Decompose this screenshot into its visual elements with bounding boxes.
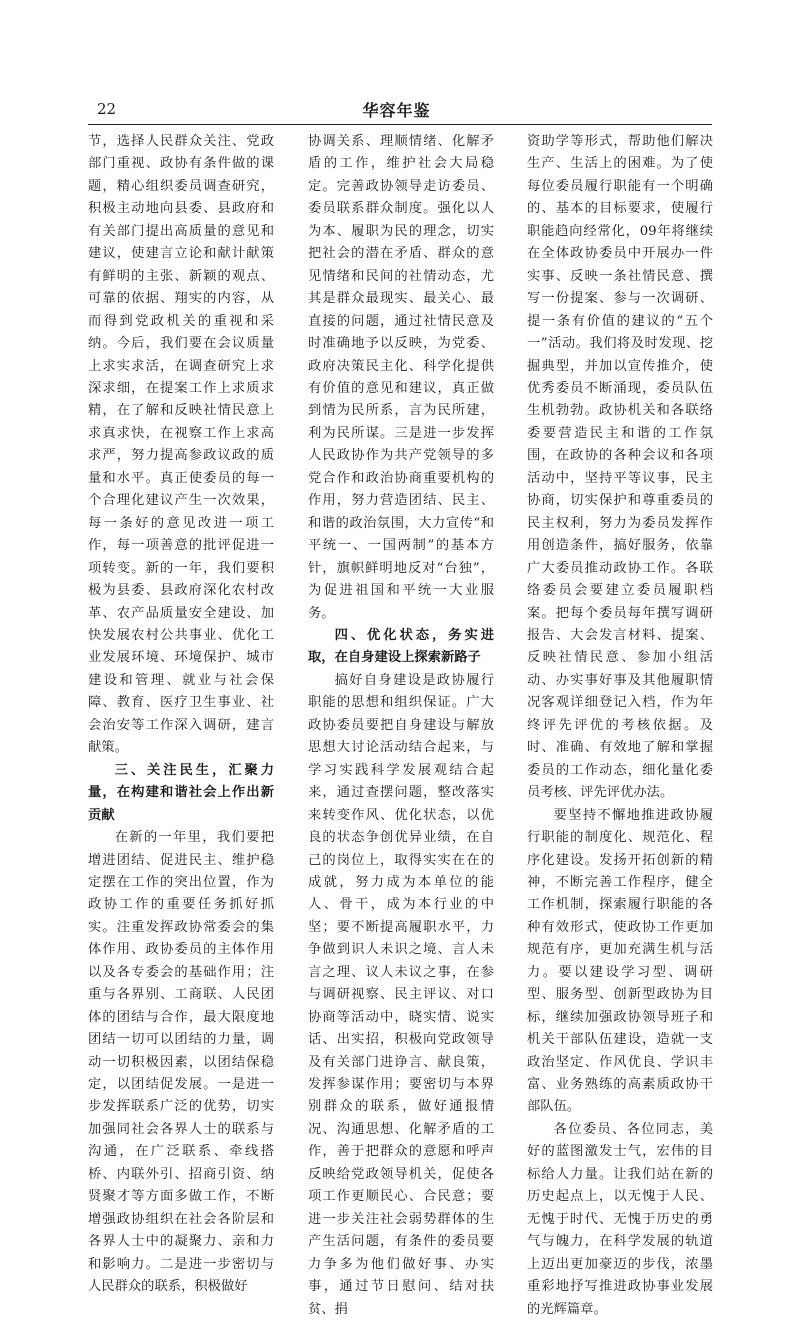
header-divider: [88, 124, 712, 125]
paragraph: 协调关系、理顺情绪、化解矛盾的工作，维护社会大局稳定。完善政协领导走访委员、委员联系群众制度。强化以人为本、履职为民的理念，切实把社会的潜在矛盾、群众的意见情绪和民间的社情动态，尤其是群众最现实、最关心、最直接的问题，通过社情民意及时准确地予以反映，为党委、政府决策民主化、科学化提供有价值的意见和建议，真正做到情为民所系，言为民所建，利为民所谋。三是进一步发挥人民政协作为共产党领导的多党合作和政治协商重要机构的作用，努力营造团结、民主、和谐的政治氛围，大力宣传“和平统一、一国两制”的基本方针，旗帜鲜明地反对“台独”，为促进祖国和平统一大业服务。: [308, 134, 494, 621]
paragraph: 资助学等形式，帮助他们解决生产、生活上的困难。为了使每位委员履行职能有一个明确的、基本的目标要求，使履行职能趋向经常化，09年将继续在全体政协委员中开展办一件实事、反映一条社情民意、撰写一份提案、参与一次调研、提一条有价值的建议的“五个一”活动。我们将及时发现、挖掘典型，并加以宣传推介，使优秀委员不断涌现，委员队伍生机勃勃。政协机关和各联络委要营造民主和谐的工作氛围，在政协的各种会议和各项活动中，坚持平等议事，民主协商，切实保护和尊重委员的民主权利，努力为委员发挥作用创造条件，搞好服务，依靠广大委员推动政协工作。各联络委员会要建立委员履职档案。把每个委员每年撰写调研报告、大会发言材料、提案、反映社情民意、参加小组活动、办实事好事及其他履职情况客观详细登记入档，作为年终评先评优的考核依据。及时、准确、有效地了解和掌握委员的工作动态，细化量化委员考核、评先评优办法。: [527, 134, 713, 801]
text-column-1: [88, 131, 274, 1299]
text-column-3: [527, 131, 713, 1321]
section-heading: 三、关注民生，汇聚力量，在构建和谐社会上作出新贡献: [88, 762, 274, 823]
running-title: 华容年鉴: [362, 101, 431, 120]
paragraph: 在新的一年里，我们要把增进团结、促进民主、维护稳定摆在工作的突出位置，作为政协工作的重要任务抓好抓实。注重发挥政协常委会的集体作用、政协委员的主体作用以及各专委会的基础作用；注重与各界别、工商联、人民团体的团结与合作，最大限度地团结一切可以团结的力量，调动一切积极因素，以团结保稳定，以团结促发展。一是进一步发挥联系广泛的优势，切实加强同社会各界人士的联系与沟通，在广泛联系、牵线搭桥、内联外引、招商引资、纳贤聚才等方面多做工作，不断增强政协组织在社会各阶层和各界人士中的凝聚力、亲和力和影响力。二是进一步密切与人民群众的联系，积极做好: [88, 830, 274, 1295]
page-number: 22: [97, 100, 117, 118]
paragraph: 各位委员、各位同志，美好的蓝图激发士气，宏伟的目标给人力量。让我们站在新的历史起点上，以无愧于人民、无愧于时代、无愧于历史的勇气与魄力，在科学发展的轨道上迈出更加豪迈的步伐，浓墨重彩地抒写推进政协事业发展的光辉篇章。: [527, 1121, 713, 1317]
paragraph: 搞好自身建设是政协履行职能的思想和组织保证。广大政协委员要把自身建设与解放思想大讨论活动结合起来，与学习实践科学发展观结合起来，通过查摆问题，整改落实来转变作风、优化状态，以优良的状态争创优异业绩，在自己的岗位上，取得实实在在的成就，努力成为本单位的能人、骨干，成为本行业的中坚；要不断提高履职水平，力争做到识人未识之境、言人未言之理、议人未议之事，在参与调研视察、民主评议、对口协商等活动中，晓实情、说实话、出实招，积极向党政领导及有关部门进诤言、献良策，发挥参谋作用；要密切与本界别群众的联系，做好通报情况、沟通思想、化解矛盾的工作，善于把群众的意愿和呼声反映给党政领导机关，促使各项工作更顺民心、合民意；要进一步关注社会弱势群体的生产生活问题，有条件的委员要力争多为他们做好事、办实事，通过节日慰问、结对扶贫、捐: [308, 672, 494, 1317]
section-heading: 四、优化状态，务实进取，在自身建设上探索新路子: [308, 627, 494, 666]
paragraph: 要坚持不懈地推进政协履行职能的制度化、规范化、程序化建设。发扬开拓创新的精神，不断完善工作程序，健全工作机制，探索履行职能的各种有效形式，使政协工作更加规范有序，更加充满生机与活力。要以建设学习型、调研型、服务型、创新型政协为目标，继续加强政协领导班子和机关干部队伍建设，造就一支政治坚定、作风优良、学识丰富、业务熟练的高素质政协干部队伍。: [527, 807, 713, 1115]
text-column-2: [308, 131, 494, 1321]
paragraph: 节，选择人民群众关注、党政部门重视、政协有条件做的课题，精心组织委员调查研究，积极主动地向县委、县政府和有关部门提出高质量的意见和建议，使建言立论和献计献策有鲜明的主张、新颖的观点、可靠的依据、翔实的内容，从而得到党政机关的重视和采纳。今后，我们要在会议质量上求实求活，在调查研究上求深求细，在提案工作上求质求精，在了解和反映社情民意上求真求快，在视察工作上求高求严，努力提高参政议政的质量和水平。真正使委员的每一个合理化建议产生一次效果，每一条好的意见改进一项工作，每一项善意的批评促进一项转变。新的一年，我们要积极为县委、县政府深化农村改革、农产品质量安全建设、加快发展农村公共事业、优化工业发展环境、环境保护、城市建设和管理、就业与社会保障、教育、医疗卫生事业、社会治安等工作深入调研，建言献策。: [88, 134, 274, 756]
